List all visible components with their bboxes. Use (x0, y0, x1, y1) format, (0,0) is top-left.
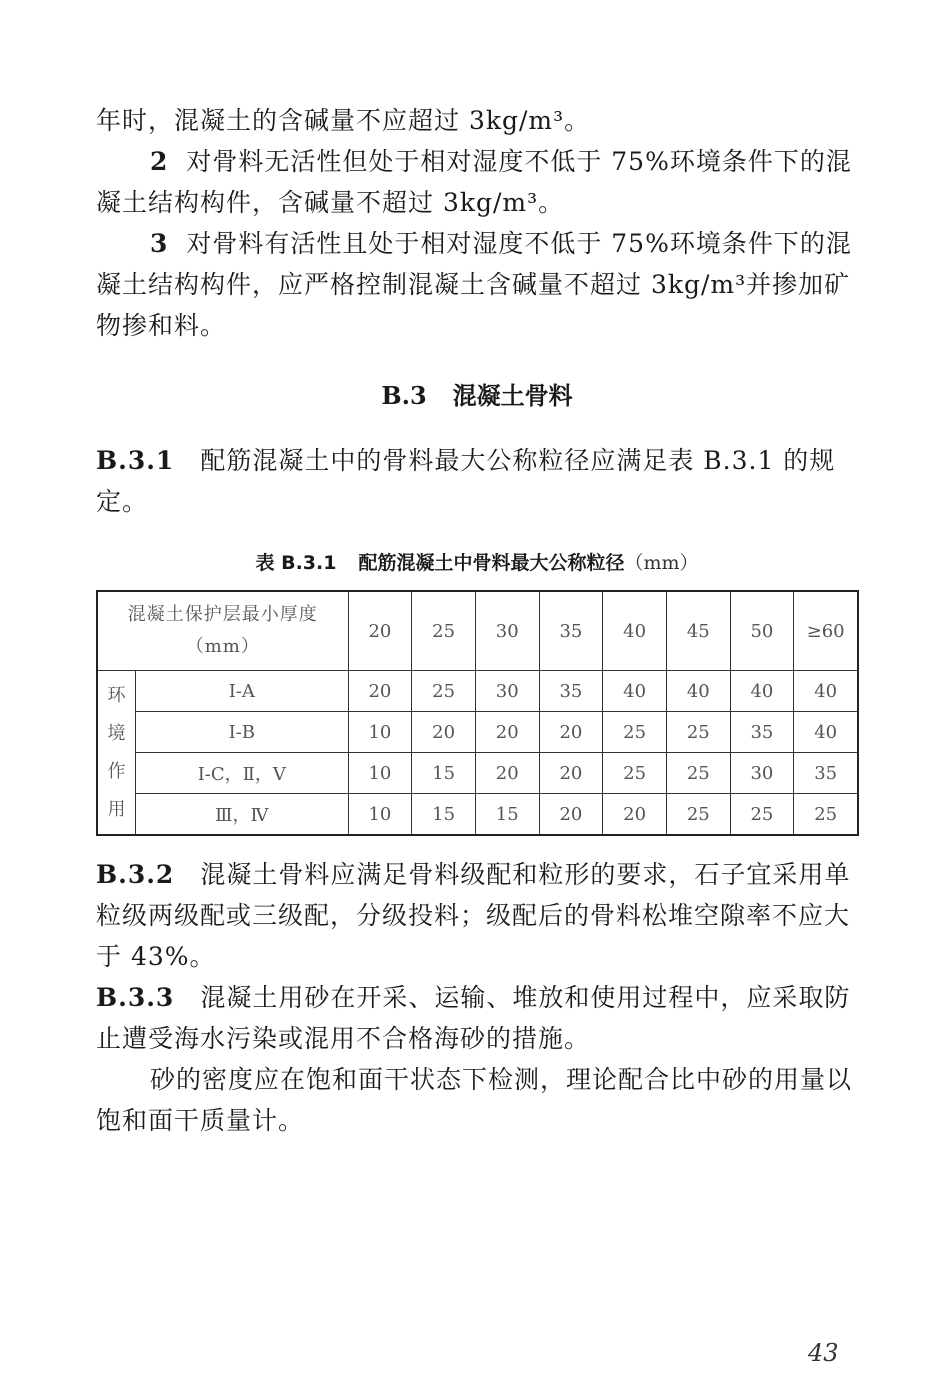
caption-id: 表 B.3.1 (255, 552, 337, 574)
clause-id: B.3.3 (96, 983, 175, 1012)
group-char: 境 (107, 722, 126, 744)
corner-line1: 混凝土保护层最小厚度 (127, 604, 318, 625)
clause-text: 混凝土骨料应满足骨料级配和粒形的要求，石子宜采用单粒级两级配或三级配，分级投料；级配后的骨料松堆空隙率不应大于 43%。 (96, 860, 851, 971)
paragraph-sand (96, 1059, 858, 1141)
table-row (97, 753, 858, 794)
table-cell: 30 (475, 671, 539, 712)
column-header: 50 (730, 591, 794, 671)
table-cell: 20 (539, 712, 603, 753)
section-label: B.3 (381, 381, 427, 410)
table-cell: 20 (348, 671, 412, 712)
table-cell: 30 (730, 753, 794, 794)
clause-id: B.3.2 (96, 860, 175, 889)
column-header: 20 (348, 591, 412, 671)
item-text: 对骨料无活性但处于相对湿度不低于 75%环境条件下的混凝土结构构件，含碱量不超过 3kg/m³。 (96, 147, 852, 217)
column-header: 45 (666, 591, 730, 671)
table-cell: 25 (730, 794, 794, 836)
group-char: 用 (107, 798, 126, 820)
table-cell: 35 (730, 712, 794, 753)
column-header: 30 (475, 591, 539, 671)
section-title: 混凝土骨料 (452, 382, 573, 410)
row-category: Ⅰ-C，Ⅱ，Ⅴ (136, 753, 349, 794)
table-cell: 20 (475, 753, 539, 794)
table-row (97, 671, 858, 712)
table-cell: 35 (794, 753, 858, 794)
table-cell: 10 (348, 753, 412, 794)
clause-text: 混凝土用砂在开采、运输、堆放和使用过程中，应采取防止遭受海水污染或混用不合格海砂的措施。 (96, 983, 851, 1053)
row-category: Ⅰ-A (136, 671, 349, 712)
caption-title: 配筋混凝土中骨料最大公称粒径 (358, 552, 625, 574)
column-header: 40 (603, 591, 667, 671)
item-text: 对骨料有活性且处于相对湿度不低于 75%环境条件下的混凝土结构构件，应严格控制混凝土含碱量不超过 3kg/m³并掺加矿物掺和料。 (96, 229, 852, 340)
table-cell: 25 (603, 712, 667, 753)
table-cell: 25 (412, 671, 476, 712)
table-cell: 10 (348, 794, 412, 836)
paragraph-text: 砂的密度应在饱和面干状态下检测，理论配合比中砂的用量以饱和面干质量计。 (96, 1065, 853, 1135)
row-category: Ⅲ，Ⅳ (136, 794, 349, 836)
table-cell: 25 (666, 712, 730, 753)
paragraph-text: 年时，混凝土的含碱量不应超过 3kg/m³。 (96, 106, 591, 135)
table-cell: 10 (348, 712, 412, 753)
table-row (97, 712, 858, 753)
table-cell: 25 (603, 753, 667, 794)
table-cell: 40 (603, 671, 667, 712)
table-cell: 40 (794, 671, 858, 712)
table-cell: 15 (475, 794, 539, 836)
section-heading (96, 378, 858, 414)
table-cell: 15 (412, 794, 476, 836)
aggregate-size-table (96, 590, 859, 836)
table-cell: 20 (412, 712, 476, 753)
table-cell: 20 (475, 712, 539, 753)
table-cell: 40 (666, 671, 730, 712)
table-cell: 20 (539, 753, 603, 794)
clause-b32 (96, 854, 858, 977)
table-cell: 20 (603, 794, 667, 836)
paragraph-continuation (96, 100, 858, 141)
page-number: 43 (808, 1339, 839, 1367)
column-header: 25 (412, 591, 476, 671)
table-row (97, 794, 858, 836)
table-caption (96, 548, 858, 578)
table-cell: 20 (539, 794, 603, 836)
corner-line2: （mm） (185, 636, 260, 657)
table-cell: 15 (412, 753, 476, 794)
item-number: 2 (150, 147, 169, 176)
row-category: Ⅰ-B (136, 712, 349, 753)
table-cell: 40 (794, 712, 858, 753)
caption-unit: （mm） (624, 552, 699, 574)
table-cell: 25 (666, 794, 730, 836)
page-body (96, 100, 858, 1141)
clause-b33 (96, 977, 858, 1059)
table-header-row (97, 591, 858, 671)
group-char: 环 (107, 684, 126, 706)
table-cell: 35 (539, 671, 603, 712)
clause-b31 (96, 440, 858, 522)
item-3 (96, 223, 858, 346)
clause-id: B.3.1 (96, 446, 175, 475)
clause-text: 配筋混凝土中的骨料最大公称粒径应满足表 B.3.1 的规定。 (96, 446, 836, 516)
column-header: 35 (539, 591, 603, 671)
item-number: 3 (150, 229, 169, 258)
group-char: 作 (107, 760, 126, 782)
table-cell: 25 (794, 794, 858, 836)
table-cell: 25 (666, 753, 730, 794)
corner-header (97, 591, 348, 671)
table-cell: 40 (730, 671, 794, 712)
column-header: ≥60 (794, 591, 858, 671)
item-2 (96, 141, 858, 223)
group-label (97, 671, 136, 836)
